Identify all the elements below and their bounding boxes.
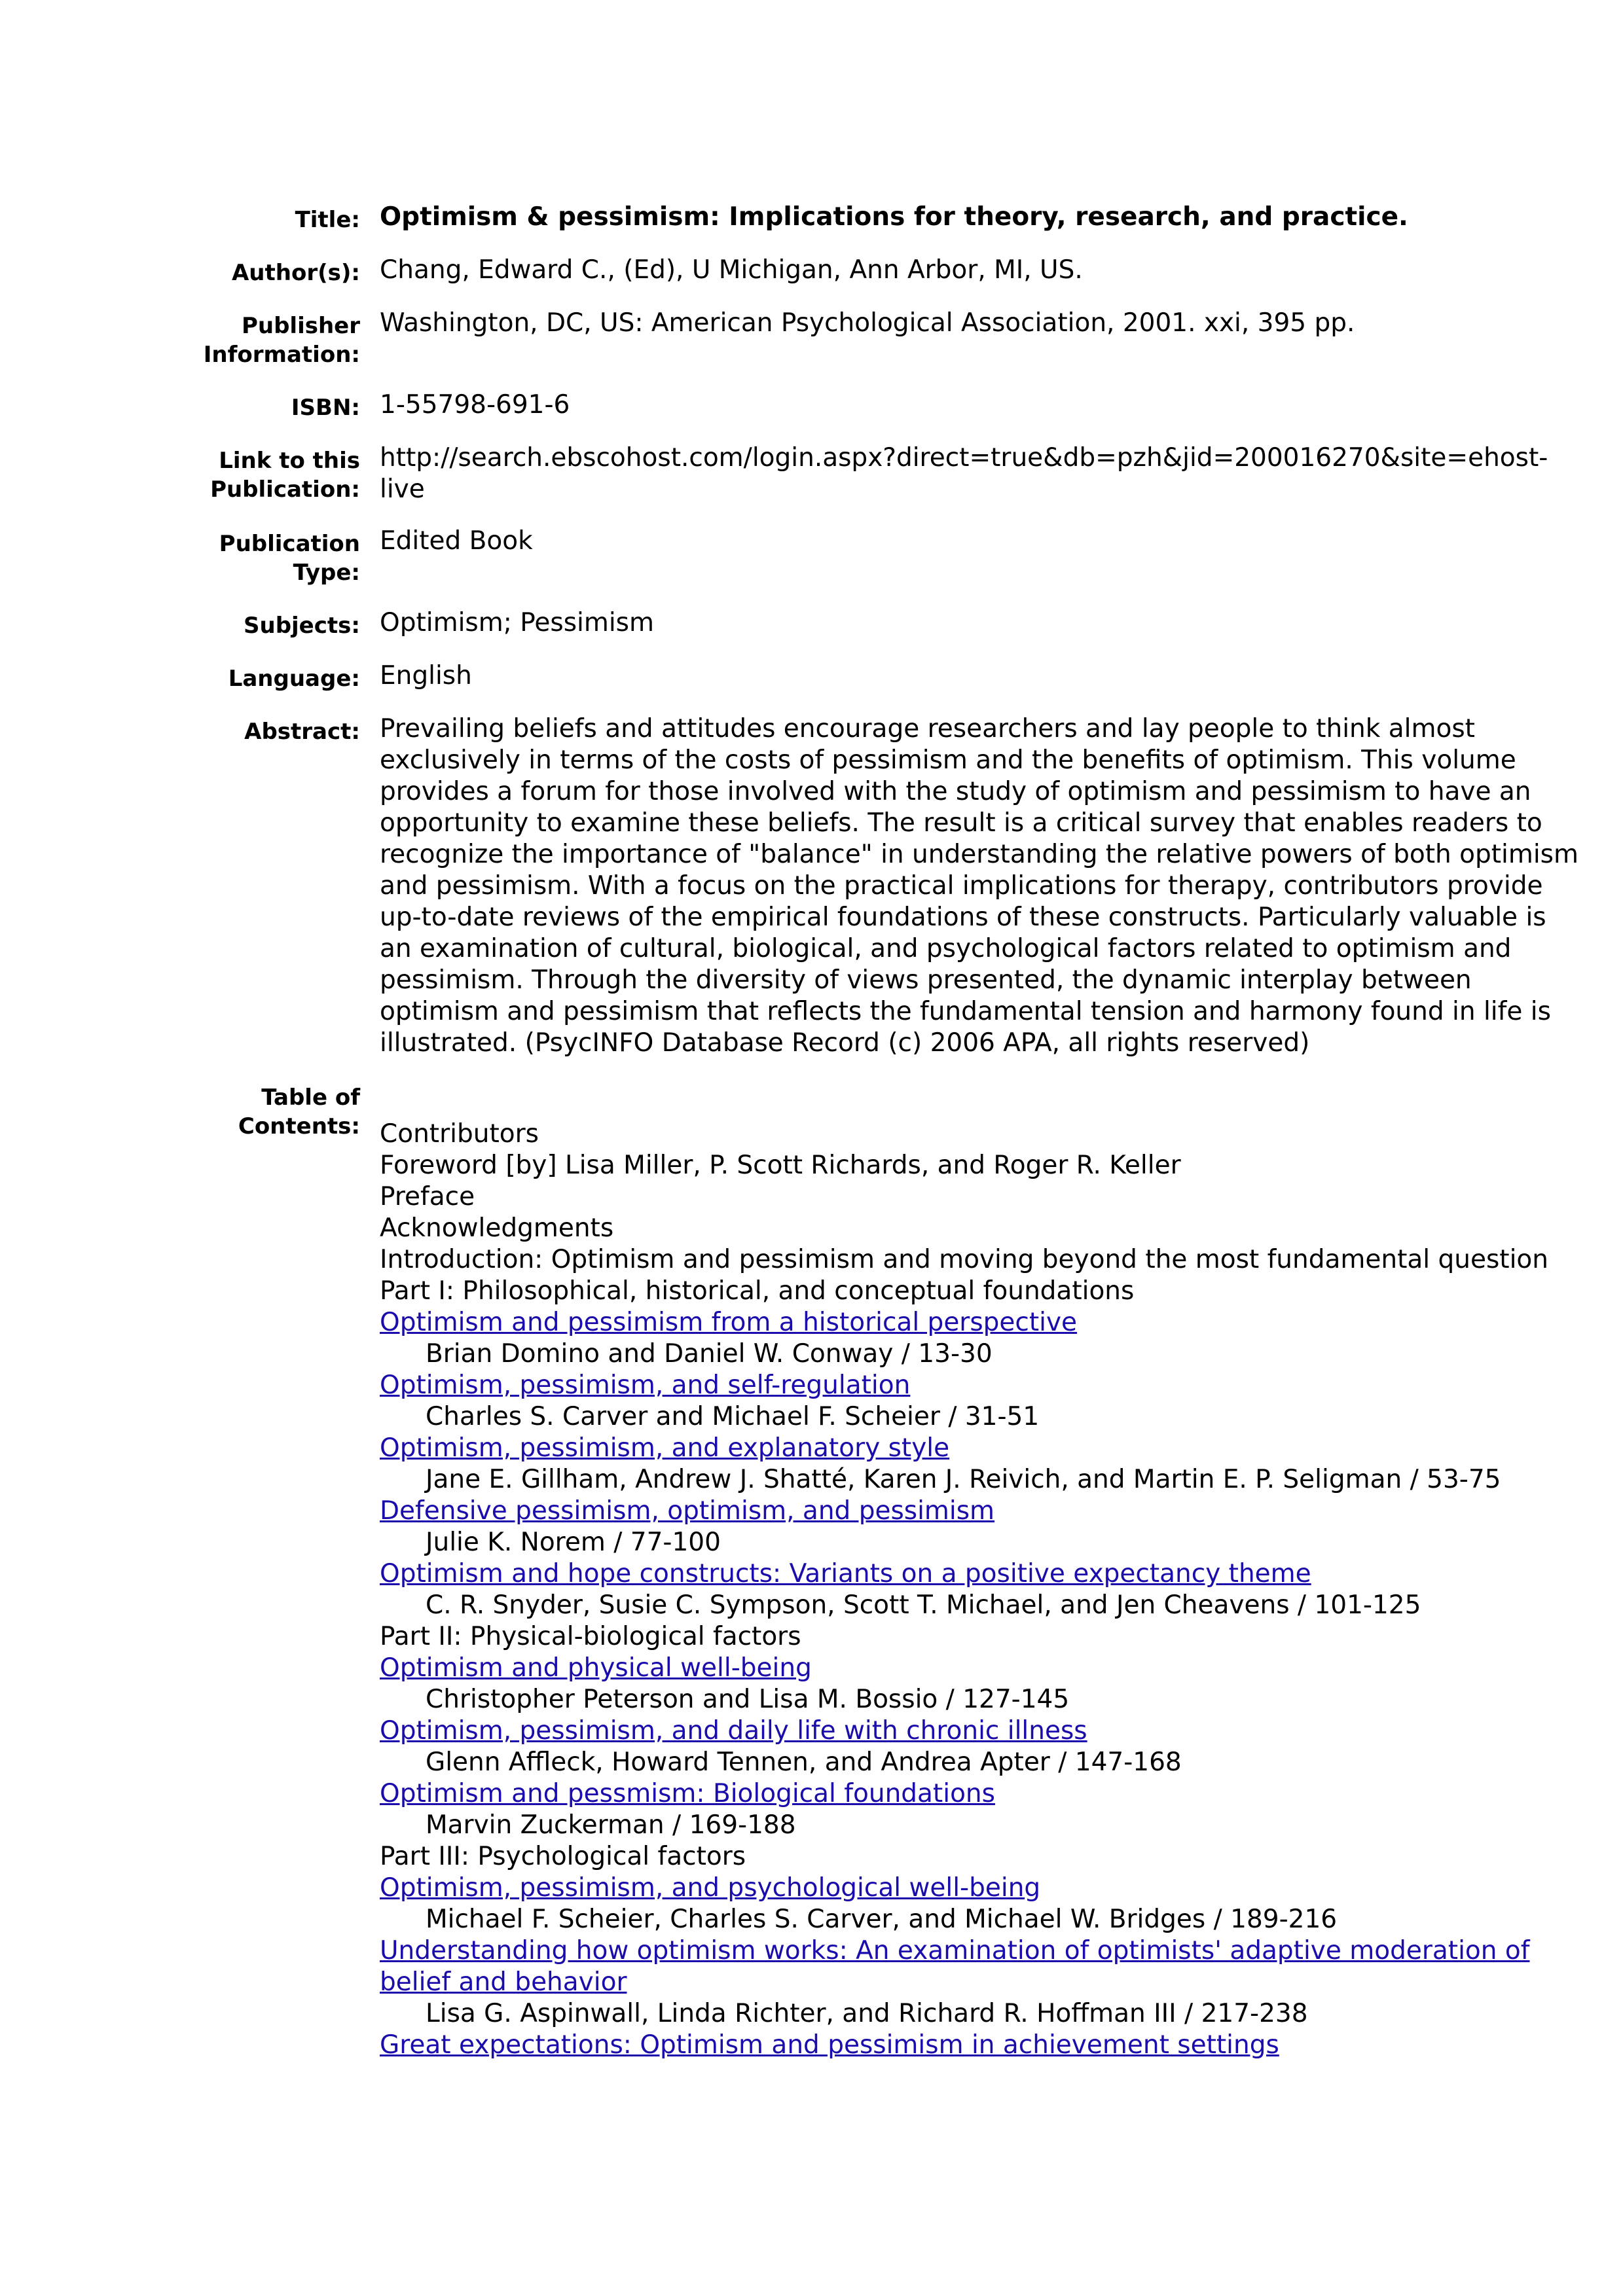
toc-chapter-link[interactable]: Optimism and pessimism from a historical perspective	[380, 1308, 1078, 1337]
toc-row	[177, 1079, 1584, 2061]
title-row	[177, 202, 1584, 234]
citation-record	[177, 202, 1584, 2081]
subjects-row	[177, 607, 1584, 640]
link-label: Link to this Publication:	[210, 448, 360, 503]
toc-chapter-authors: Charles S. Carver and Michael F. Scheier / 31-51	[426, 1402, 1040, 1431]
isbn-value: 1-55798-691-6	[380, 390, 570, 420]
abstract-label: Abstract:	[244, 719, 360, 745]
toc-chapter-authors: Jane E. Gillham, Andrew J. Shatté, Karen J. Reivich, and Martin E. P. Seligman / 53-75	[426, 1465, 1501, 1494]
toc-entry: Part III: Psychological factors	[380, 1842, 746, 1871]
toc-chapter-link[interactable]: Optimism, pessimism, and daily life with chronic illness	[380, 1716, 1087, 1746]
publication-link[interactable]: http://search.ebscohost.com/login.aspx?direct=true&db=pzh&jid=200016270&site=ehost-live	[380, 443, 1548, 504]
title-label: Title:	[295, 207, 360, 233]
toc-chapter-authors: Brian Domino and Daniel W. Conway / 13-30	[426, 1339, 993, 1369]
toc-label: Table of Contents:	[238, 1085, 360, 1139]
toc-chapter-authors: Julie K. Norem / 77-100	[426, 1528, 721, 1557]
toc-chapter-link[interactable]: Optimism, pessimism, and psychological well-being	[380, 1873, 1041, 1903]
link-row	[177, 442, 1584, 505]
language-row	[177, 660, 1584, 693]
publisher-row	[177, 308, 1584, 369]
toc-chapter-link[interactable]: Optimism and hope constructs: Variants on a positive expectancy theme	[380, 1559, 1311, 1588]
toc-entry: Foreword [by] Lisa Miller, P. Scott Richards, and Roger R. Keller	[380, 1151, 1181, 1180]
authors-row	[177, 255, 1584, 287]
pubtype-label: Publication Type:	[219, 531, 360, 586]
subjects-label: Subjects:	[244, 613, 360, 639]
authors-value: Chang, Edward C., (Ed), U Michigan, Ann Arbor, MI, US.	[380, 255, 1083, 285]
toc-chapter-link[interactable]: Optimism and physical well-being	[380, 1653, 812, 1683]
toc-entry: Acknowledgments	[380, 1213, 614, 1243]
toc-chapter-authors: C. R. Snyder, Susie C. Sympson, Scott T. Michael, and Jen Cheavens / 101-125	[426, 1590, 1421, 1620]
toc-list	[380, 1079, 1584, 2061]
abstract-row	[177, 713, 1584, 1059]
toc-entry: Preface	[380, 1182, 475, 1211]
toc-chapter-authors: Lisa G. Aspinwall, Linda Richter, and Richard R. Hoffman III / 217-238	[426, 1999, 1308, 2028]
authors-label: Author(s):	[231, 260, 360, 286]
toc-chapter-authors: Michael F. Scheier, Charles S. Carver, and Michael W. Bridges / 189-216	[426, 1905, 1338, 1934]
isbn-label: ISBN:	[291, 395, 360, 421]
toc-chapter-link[interactable]: Optimism and pessmism: Biological foundations	[380, 1779, 995, 1808]
pubtype-value: Edited Book	[380, 526, 533, 556]
toc-chapter-link[interactable]: Optimism, pessimism, and explanatory style	[380, 1433, 950, 1463]
toc-chapter-link[interactable]: Understanding how optimism works: An examination of optimists' adaptive moderation of belief and behavior	[380, 1936, 1530, 1997]
toc-chapter-link[interactable]: Great expectations: Optimism and pessimism in achievement settings	[380, 2030, 1279, 2060]
toc-chapter-authors: Glenn Affleck, Howard Tennen, and Andrea Apter / 147-168	[426, 1748, 1182, 1777]
subjects-value: Optimism; Pessimism	[380, 608, 654, 637]
toc-entry: Part II: Physical-biological factors	[380, 1622, 801, 1651]
publisher-label: Publisher Information:	[203, 313, 360, 368]
toc-chapter-link[interactable]: Optimism, pessimism, and self-regulation	[380, 1371, 911, 1400]
toc-chapter-link[interactable]: Defensive pessimism, optimism, and pessimism	[380, 1496, 995, 1526]
publisher-value: Washington, DC, US: American Psychological Association, 2001. xxi, 395 pp.	[380, 308, 1355, 338]
abstract-value: Prevailing beliefs and attitudes encourage researchers and lay people to think almost exclusively in terms of the costs of pessimism and the benefits of optimism. This volume provides a forum for those involved with the study of optimism and pessimism to have an opportunity to examine these beliefs. The result is a critical survey that enables readers to recognize the importance of "balance" in understanding the relative powers of both optimism and pessimism. With a focus on the practical implications for therapy, contributors provide up-to-date reviews of the empirical foundations of these constructs. Particularly valuable is an examination of cultural, biological, and psychological factors related to optimism and pessimism. Through the diversity of views presented, the dynamic interplay between optimism and pessimism that reflects the fundamental tension and harmony found in life is illustrated. (PsycINFO Database Record (c) 2006 APA, all rights reserved)	[380, 714, 1578, 1058]
toc-chapter-authors: Marvin Zuckerman / 169-188	[426, 1810, 796, 1840]
toc-chapter-authors: Christopher Peterson and Lisa M. Bossio / 127-145	[426, 1685, 1070, 1714]
language-value: English	[380, 661, 472, 691]
pubtype-row	[177, 526, 1584, 587]
toc-entry: Part I: Philosophical, historical, and conceptual foundations	[380, 1276, 1135, 1306]
title-value: Optimism & pessimism: Implications for theory, research, and practice.	[380, 202, 1408, 232]
isbn-row	[177, 389, 1584, 422]
language-label: Language:	[228, 666, 360, 692]
toc-entry: Introduction: Optimism and pessimism and moving beyond the most fundamental question	[380, 1245, 1549, 1274]
toc-entry: Contributors	[380, 1119, 539, 1149]
